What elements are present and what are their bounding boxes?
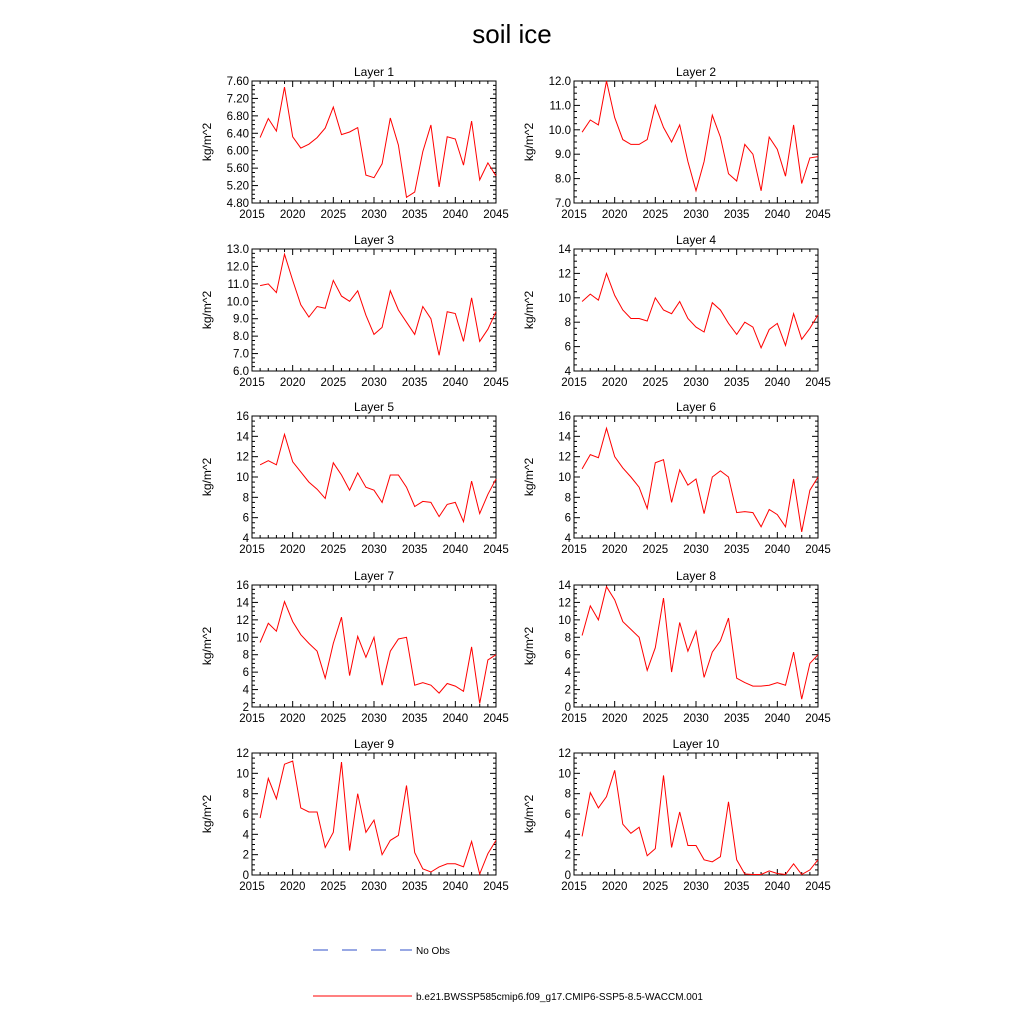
y-tick-label: 0 xyxy=(242,870,249,882)
x-tick-label: 2020 xyxy=(601,377,628,389)
x-tick-label: 2040 xyxy=(442,544,469,556)
x-tick-label: 2020 xyxy=(279,209,306,221)
x-tick-label: 2020 xyxy=(601,881,628,893)
y-tick-label: 14 xyxy=(236,431,249,444)
y-tick-label: 8.0 xyxy=(555,173,571,186)
x-tick-label: 2040 xyxy=(764,881,791,893)
x-tick-label: 2040 xyxy=(764,209,791,221)
y-axis-label: kg/m^2 xyxy=(200,122,214,162)
y-tick-label: 6.80 xyxy=(226,110,249,123)
series-line xyxy=(260,434,496,521)
x-tick-label: 2040 xyxy=(442,713,469,725)
x-tick-label: 2035 xyxy=(723,377,750,389)
x-tick-label: 2045 xyxy=(483,881,509,893)
x-tick-label: 2025 xyxy=(642,377,669,389)
y-tick-label: 0 xyxy=(564,702,571,714)
plot-frame xyxy=(574,585,818,707)
panel-title: Layer 5 xyxy=(353,400,395,414)
series-line xyxy=(582,770,818,874)
y-tick-label: 2 xyxy=(242,849,249,862)
y-tick-label: 16 xyxy=(558,411,571,423)
x-tick-label: 2015 xyxy=(561,881,587,893)
x-tick-label: 2030 xyxy=(683,209,709,221)
x-tick-label: 2045 xyxy=(483,377,509,389)
x-tick-label: 2030 xyxy=(683,713,709,725)
y-tick-label: 8 xyxy=(564,632,571,645)
y-tick-label: 4 xyxy=(564,829,571,842)
panel-title: Layer 2 xyxy=(675,65,717,79)
x-tick-label: 2030 xyxy=(361,713,387,725)
x-tick-label: 2030 xyxy=(683,544,709,556)
y-tick-label: 10 xyxy=(558,768,571,781)
y-tick-label: 16 xyxy=(236,411,249,423)
plot-frame xyxy=(252,81,496,203)
x-tick-label: 2040 xyxy=(442,881,469,893)
plot-frame xyxy=(252,753,496,875)
y-tick-label: 9.0 xyxy=(233,313,249,326)
y-tick-label: 10.0 xyxy=(548,124,571,137)
y-tick-label: 4 xyxy=(242,829,249,842)
y-tick-label: 11.0 xyxy=(227,278,249,291)
legend-obs-label: No Obs xyxy=(416,946,450,957)
y-tick-label: 4 xyxy=(564,533,571,545)
x-tick-label: 2040 xyxy=(764,377,791,389)
y-tick-label: 6 xyxy=(564,512,571,525)
y-tick-label: 10 xyxy=(558,472,571,484)
panel-layer-5 xyxy=(200,400,509,556)
panel-title: Layer 6 xyxy=(675,400,717,414)
x-tick-label: 2035 xyxy=(401,713,428,725)
x-tick-label: 2035 xyxy=(401,209,428,221)
y-tick-label: 12 xyxy=(558,268,571,281)
y-axis-label: kg/m^2 xyxy=(522,122,536,162)
y-tick-label: 8 xyxy=(564,317,571,330)
y-tick-label: 14 xyxy=(236,597,249,610)
panel-title: Layer 7 xyxy=(353,569,395,583)
panel-title: Layer 3 xyxy=(353,233,395,247)
x-tick-label: 2015 xyxy=(561,544,587,556)
y-tick-label: 7.20 xyxy=(226,93,249,106)
x-tick-label: 2030 xyxy=(361,881,387,893)
x-tick-label: 2030 xyxy=(683,377,709,389)
y-tick-label: 6 xyxy=(564,809,571,821)
y-axis-label: kg/m^2 xyxy=(522,626,536,666)
x-tick-label: 2040 xyxy=(764,544,791,556)
x-tick-label: 2015 xyxy=(239,544,265,556)
x-tick-label: 2020 xyxy=(601,209,628,221)
panel-title: Layer 9 xyxy=(353,737,395,751)
panel-layer-10 xyxy=(522,737,831,893)
y-tick-label: 11.0 xyxy=(549,100,571,113)
y-tick-label: 6.00 xyxy=(226,145,249,158)
y-tick-label: 2 xyxy=(564,849,571,862)
x-tick-label: 2045 xyxy=(483,713,509,725)
panel-layer-3 xyxy=(200,233,509,389)
panel-layer-1 xyxy=(200,65,509,221)
x-tick-label: 2015 xyxy=(239,209,265,221)
x-tick-label: 2025 xyxy=(642,881,669,893)
y-tick-label: 7.0 xyxy=(555,198,571,210)
legend-model-label: b.e21.BWSSP585cmip6.f09_g17.CMIP6-SSP5-8.5-WACCM.001 xyxy=(416,992,703,1003)
y-tick-label: 12 xyxy=(236,614,249,627)
x-tick-label: 2015 xyxy=(239,377,265,389)
y-tick-label: 8 xyxy=(242,649,249,662)
x-tick-label: 2045 xyxy=(805,544,831,556)
y-tick-label: 8 xyxy=(564,492,571,505)
y-tick-label: 4 xyxy=(564,667,571,680)
x-tick-label: 2035 xyxy=(723,544,750,556)
legend xyxy=(313,946,703,1003)
x-tick-label: 2045 xyxy=(805,881,831,893)
y-tick-label: 8 xyxy=(242,788,249,801)
x-tick-label: 2015 xyxy=(239,881,265,893)
y-tick-label: 10.0 xyxy=(226,296,249,309)
y-tick-label: 4 xyxy=(242,533,249,545)
y-axis-label: kg/m^2 xyxy=(200,626,214,666)
series-line xyxy=(582,273,818,347)
y-tick-label: 16 xyxy=(236,580,249,592)
y-tick-label: 10 xyxy=(558,292,571,305)
x-tick-label: 2025 xyxy=(642,713,669,725)
x-tick-label: 2015 xyxy=(239,713,265,725)
panel-title: Layer 1 xyxy=(353,65,395,79)
y-tick-label: 4.80 xyxy=(226,198,249,210)
y-tick-label: 5.60 xyxy=(226,163,249,176)
x-tick-label: 2030 xyxy=(361,209,387,221)
y-tick-label: 9.0 xyxy=(555,149,571,162)
y-tick-label: 6 xyxy=(564,649,571,662)
x-tick-label: 2025 xyxy=(320,209,347,221)
y-tick-label: 8 xyxy=(564,788,571,801)
y-tick-label: 12.0 xyxy=(548,76,571,88)
x-tick-label: 2015 xyxy=(561,377,587,389)
y-axis-label: kg/m^2 xyxy=(522,290,536,330)
panel-title: Layer 4 xyxy=(675,233,717,247)
y-tick-label: 6 xyxy=(564,341,571,354)
panel-layer-4 xyxy=(522,233,831,389)
series-line xyxy=(582,587,818,700)
y-tick-label: 6 xyxy=(242,809,249,821)
series-line xyxy=(260,254,496,355)
x-tick-label: 2040 xyxy=(442,209,469,221)
panel-layer-7 xyxy=(200,569,509,725)
y-tick-label: 14 xyxy=(558,580,571,592)
panel-layer-6 xyxy=(522,400,831,556)
x-tick-label: 2035 xyxy=(401,377,428,389)
x-tick-label: 2045 xyxy=(805,713,831,725)
y-tick-label: 4 xyxy=(242,684,249,697)
y-tick-label: 12 xyxy=(558,451,571,464)
series-line xyxy=(582,81,818,191)
y-axis-label: kg/m^2 xyxy=(200,290,214,330)
panel-title: Layer 8 xyxy=(675,569,717,583)
x-tick-label: 2025 xyxy=(642,209,669,221)
y-axis-label: kg/m^2 xyxy=(522,457,536,497)
figure-title: soil ice xyxy=(472,19,552,49)
panel-layer-8 xyxy=(522,569,831,725)
y-tick-label: 10 xyxy=(236,768,249,781)
y-tick-label: 4 xyxy=(564,366,571,378)
series-line xyxy=(582,428,818,532)
x-tick-label: 2025 xyxy=(320,713,347,725)
y-tick-label: 10 xyxy=(236,632,249,645)
y-tick-label: 6.0 xyxy=(233,366,249,378)
x-tick-label: 2035 xyxy=(401,544,428,556)
x-tick-label: 2020 xyxy=(601,544,628,556)
series-line xyxy=(260,602,496,704)
x-tick-label: 2025 xyxy=(320,544,347,556)
y-tick-label: 2 xyxy=(564,684,571,697)
x-tick-label: 2035 xyxy=(723,209,750,221)
y-tick-label: 10 xyxy=(558,614,571,627)
x-tick-label: 2015 xyxy=(561,209,587,221)
x-tick-label: 2020 xyxy=(601,713,628,725)
y-tick-label: 6.40 xyxy=(226,128,249,141)
plot-frame xyxy=(574,753,818,875)
y-tick-label: 6 xyxy=(242,667,249,680)
plot-frame xyxy=(574,416,818,538)
x-tick-label: 2020 xyxy=(279,881,306,893)
x-tick-label: 2040 xyxy=(442,377,469,389)
x-tick-label: 2020 xyxy=(279,544,306,556)
y-tick-label: 12 xyxy=(558,748,571,760)
x-tick-label: 2030 xyxy=(683,881,709,893)
x-tick-label: 2025 xyxy=(320,377,347,389)
series-line xyxy=(260,761,496,874)
x-tick-label: 2030 xyxy=(361,377,387,389)
x-tick-label: 2030 xyxy=(361,544,387,556)
y-tick-label: 7.60 xyxy=(226,76,249,88)
x-tick-label: 2045 xyxy=(805,377,831,389)
panel-title: Layer 10 xyxy=(672,737,720,751)
x-tick-label: 2025 xyxy=(642,544,669,556)
y-tick-label: 2 xyxy=(242,702,249,714)
x-tick-label: 2020 xyxy=(279,377,306,389)
y-tick-label: 14 xyxy=(558,244,571,256)
plot-frame xyxy=(252,416,496,538)
y-tick-label: 6 xyxy=(242,512,249,525)
y-tick-label: 12.0 xyxy=(226,261,249,274)
x-tick-label: 2025 xyxy=(320,881,347,893)
x-tick-label: 2040 xyxy=(764,713,791,725)
y-tick-label: 8.0 xyxy=(233,331,249,344)
panel-layer-9 xyxy=(200,737,509,893)
x-tick-label: 2035 xyxy=(723,881,750,893)
y-tick-label: 8 xyxy=(242,492,249,505)
x-tick-label: 2035 xyxy=(401,881,428,893)
x-tick-label: 2045 xyxy=(483,209,509,221)
y-tick-label: 13.0 xyxy=(226,244,249,256)
x-tick-label: 2035 xyxy=(723,713,750,725)
x-tick-label: 2015 xyxy=(561,713,587,725)
y-tick-label: 12 xyxy=(236,451,249,464)
y-axis-label: kg/m^2 xyxy=(200,457,214,497)
y-tick-label: 12 xyxy=(236,748,249,760)
y-tick-label: 12 xyxy=(558,597,571,610)
y-tick-label: 10 xyxy=(236,472,249,484)
y-axis-label: kg/m^2 xyxy=(200,794,214,834)
series-line xyxy=(260,87,496,197)
panel-layer-2 xyxy=(522,65,831,221)
x-tick-label: 2045 xyxy=(483,544,509,556)
x-tick-label: 2020 xyxy=(279,713,306,725)
panels xyxy=(200,65,831,893)
x-tick-label: 2045 xyxy=(805,209,831,221)
y-axis-label: kg/m^2 xyxy=(522,794,536,834)
plot-frame xyxy=(574,249,818,371)
y-tick-label: 5.20 xyxy=(226,180,249,193)
y-tick-label: 7.0 xyxy=(233,348,249,361)
y-tick-label: 0 xyxy=(564,870,571,882)
y-tick-label: 14 xyxy=(558,431,571,444)
